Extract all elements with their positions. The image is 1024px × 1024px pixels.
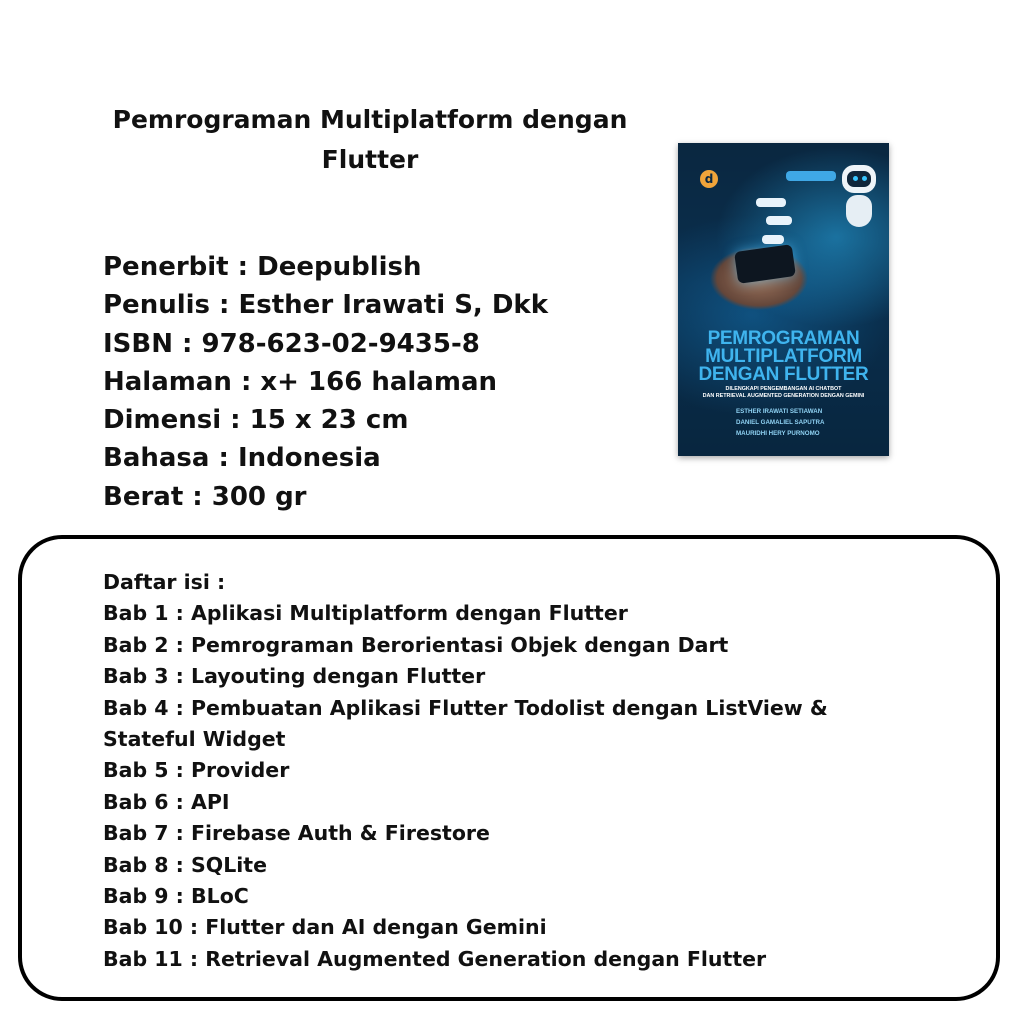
book-cover-image bbox=[678, 143, 889, 456]
toc-item: Bab 10 : Flutter dan AI dengan Gemini bbox=[103, 915, 547, 940]
toc-heading: Daftar isi : bbox=[103, 570, 226, 594]
cover-subtitle-line: DAN RETRIEVAL AUGMENTED GENERATION DENGAN GEMINI bbox=[702, 393, 865, 399]
book-title: Pemrograman Multiplatform dengan Flutter bbox=[112, 105, 628, 174]
cover-author: ESTHER IRAWATI SETIAWAN bbox=[736, 408, 823, 415]
toc-item: Bab 5 : Provider bbox=[103, 758, 290, 783]
toc-item: Bab 9 : BLoC bbox=[103, 884, 249, 909]
cover-author: DANIEL GAMALIEL SAPUTRA bbox=[736, 419, 825, 426]
cover-author: MAURIDHI HERY PURNOMO bbox=[736, 430, 820, 437]
cover-title-line: MULTIPLATFORM bbox=[705, 346, 862, 367]
toc-item: Bab 1 : Aplikasi Multiplatform dengan Flutter bbox=[103, 601, 628, 626]
cover-title-line: DENGAN FLUTTER bbox=[698, 364, 869, 385]
spec-publisher: Penerbit : Deepublish bbox=[103, 252, 422, 282]
chat-bubble-icon bbox=[762, 235, 784, 244]
publisher-logo-icon: d bbox=[700, 170, 718, 188]
spec-weight: Berat : 300 gr bbox=[103, 481, 307, 512]
toc-item: Bab 11 : Retrieval Augmented Generation dengan Flutter bbox=[103, 946, 767, 971]
table-of-contents bbox=[103, 567, 923, 975]
toc-item: Bab 7 : Firebase Auth & Firestore bbox=[103, 821, 490, 846]
book-specs bbox=[103, 248, 548, 516]
spec-language: Bahasa : Indonesia bbox=[103, 443, 381, 474]
chat-bubble-icon bbox=[756, 198, 786, 207]
chat-bubble-icon bbox=[786, 171, 836, 181]
spec-isbn: ISBN : 978-623-02-9435-8 bbox=[103, 328, 480, 359]
toc-item: Bab 4 : Pembuatan Aplikasi Flutter Todolist dengan ListView & Stateful Widget bbox=[103, 695, 828, 752]
toc-item: Bab 2 : Pemrograman Berorientasi Objek dengan Dart bbox=[103, 632, 729, 657]
spec-pages: Halaman : x+ 166 halaman bbox=[103, 366, 497, 397]
toc-item: Bab 6 : API bbox=[103, 789, 230, 814]
cover-subtitle-line: DILENGKAPI PENGEMBANGAN AI CHATBOT bbox=[725, 386, 842, 392]
spec-dimensions: Dimensi : 15 x 23 cm bbox=[103, 405, 409, 436]
spec-author: Penulis : Esther Irawati S, Dkk bbox=[103, 290, 549, 321]
robot-icon bbox=[838, 165, 880, 235]
toc-item: Bab 3 : Layouting dengan Flutter bbox=[103, 664, 486, 689]
chat-bubble-icon bbox=[766, 216, 792, 225]
toc-item: Bab 8 : SQLite bbox=[103, 852, 267, 877]
cover-title-line: PEMROGRAMAN bbox=[707, 328, 860, 349]
